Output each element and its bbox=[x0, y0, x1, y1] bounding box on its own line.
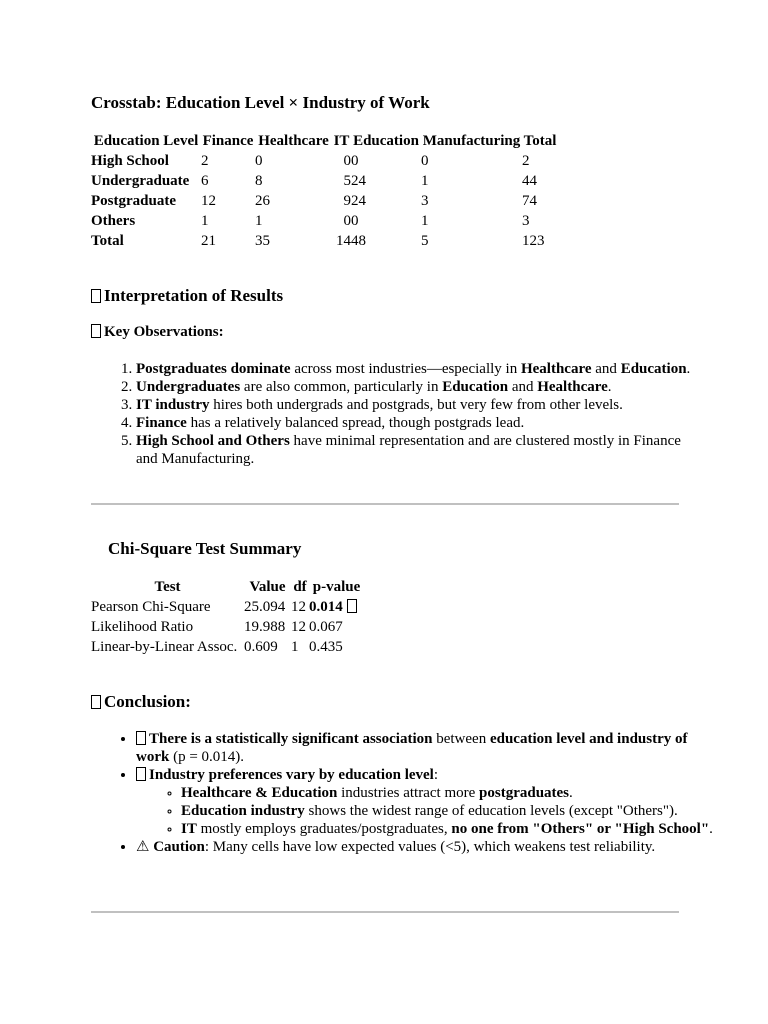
divider bbox=[91, 911, 679, 913]
bold-text: Education industry bbox=[181, 803, 305, 819]
col-header-it: IT bbox=[333, 133, 350, 149]
bold-text: education level and industry of work bbox=[136, 731, 688, 765]
row-label: Undergraduate bbox=[91, 173, 190, 189]
table-cell: 3 bbox=[421, 193, 429, 209]
col-header-p-value: p-value bbox=[312, 579, 361, 595]
sub-list-item: ◦ IT mostly employs graduates/postgraduates, no one from "Others" or "High School". bbox=[181, 820, 721, 838]
table-cell: 2 bbox=[522, 153, 530, 169]
col-header-education: Education bbox=[353, 133, 419, 149]
row-label: Postgraduate bbox=[91, 193, 176, 209]
table-cell: 3 bbox=[522, 213, 530, 229]
table-cell: 24 bbox=[351, 173, 366, 189]
table-cell: 19.988 bbox=[244, 619, 286, 635]
table-cell: 44 bbox=[522, 173, 537, 189]
bold-text: Healthcare bbox=[520, 361, 592, 377]
list-item: • ⚠ Caution: Many cells have low expected values (<5), which weakens test reliability. bbox=[136, 838, 721, 856]
bold-text: Education bbox=[620, 361, 687, 377]
checkbox-glyph-icon bbox=[91, 289, 101, 303]
table-row bbox=[91, 637, 364, 657]
table-cell: 1 bbox=[201, 213, 209, 229]
table-cell: 1 bbox=[291, 639, 299, 655]
row-label: Pearson Chi-Square bbox=[91, 599, 211, 615]
table-cell: 5 bbox=[343, 173, 351, 189]
list-item: • Industry preferences vary by education level: ◦ Healthcare & Education industries attract more postgraduates. ◦ Education industry shows the widest range of education levels (except "Others"). ◦ IT mostly employs graduates/postgraduates, no one from "Others" or "High School". bbox=[136, 766, 721, 838]
sub-list-item: ◦ Healthcare & Education industries attract more postgraduates. bbox=[181, 784, 721, 802]
list-item: 3. IT industry hires both undergrads and postgrads, but very few from other levels. bbox=[136, 396, 696, 414]
table-cell: 1 bbox=[255, 213, 263, 229]
row-label: Total bbox=[91, 233, 124, 249]
table-cell: 6 bbox=[201, 173, 209, 189]
crosstab-table bbox=[91, 131, 558, 251]
crosstab-title: Crosstab: Education Level × Industry of Work bbox=[91, 93, 430, 112]
table-cell: 48 bbox=[351, 233, 366, 249]
table-cell: 0.435 bbox=[309, 639, 343, 655]
table-cell: 12 bbox=[291, 599, 306, 615]
table-row bbox=[91, 171, 558, 191]
table-row bbox=[91, 617, 364, 637]
col-header-manufacturing: Manufacturing bbox=[422, 133, 521, 149]
conclusion-heading: Conclusion: bbox=[91, 692, 191, 712]
bold-text: Education bbox=[442, 379, 509, 395]
table-cell: 0.609 bbox=[244, 639, 278, 655]
table-cell: 1 bbox=[421, 173, 429, 189]
row-label: Likelihood Ratio bbox=[91, 619, 194, 635]
bold-text: Industry preferences vary by education level bbox=[149, 767, 434, 783]
table-cell: 1 bbox=[421, 213, 429, 229]
table-cell: 12 bbox=[291, 619, 306, 635]
table-cell: 26 bbox=[255, 193, 270, 209]
checkbox-glyph-icon bbox=[136, 731, 146, 745]
crosstab-header-row bbox=[91, 131, 558, 151]
conclusion-list bbox=[91, 730, 721, 856]
table-row bbox=[91, 597, 364, 617]
table-cell: 2 bbox=[201, 153, 209, 169]
table-cell: 14 bbox=[336, 233, 351, 249]
bold-text: IT bbox=[181, 821, 197, 837]
bold-text: Healthcare & Education bbox=[181, 785, 338, 801]
list-item: 2. Undergraduates are also common, particularly in Education and Healthcare. bbox=[136, 378, 696, 396]
table-cell: 74 bbox=[522, 193, 537, 209]
checkbox-glyph-icon bbox=[91, 695, 101, 709]
table-cell: 24 bbox=[351, 193, 366, 209]
row-label: Others bbox=[91, 213, 136, 229]
table-cell: 0 bbox=[343, 213, 351, 229]
bold-text: no one from "Others" or "High School" bbox=[451, 821, 710, 837]
bold-text: Undergraduates bbox=[136, 379, 241, 395]
observations-list bbox=[91, 360, 696, 468]
bold-text: High School and Others bbox=[136, 433, 290, 449]
bold-text: postgraduates bbox=[479, 785, 570, 801]
col-header-education-level: Education Level bbox=[93, 133, 199, 149]
bold-text: IT industry bbox=[136, 397, 210, 413]
bold-text: Healthcare bbox=[537, 379, 608, 395]
table-cell: 0 bbox=[343, 153, 351, 169]
table-cell: 0.067 bbox=[309, 619, 343, 635]
bold-text: Finance bbox=[136, 415, 187, 431]
row-label: Linear-by-Linear Assoc. bbox=[91, 639, 238, 655]
table-cell: 21 bbox=[201, 233, 216, 249]
list-item: 1. Postgraduates dominate across most industries—especially in Healthcare and Education. bbox=[136, 360, 696, 378]
col-header-finance: Finance bbox=[202, 133, 254, 149]
table-row bbox=[91, 151, 558, 171]
bold-text: Caution bbox=[153, 839, 205, 855]
checkbox-glyph-icon bbox=[91, 324, 101, 338]
bold-text: There is a statistically significant association bbox=[149, 731, 433, 747]
sub-list bbox=[136, 784, 721, 838]
table-cell: 123 bbox=[522, 233, 545, 249]
col-header-value: Value bbox=[249, 579, 286, 595]
table-cell: 0.014 bbox=[309, 597, 364, 617]
chi-header-row bbox=[91, 577, 364, 597]
col-header-healthcare: Healthcare bbox=[258, 133, 329, 149]
bold-text: Postgraduates dominate bbox=[136, 361, 291, 377]
list-item: 5. High School and Others have minimal representation and are clustered mostly in Finance and Manufacturing. bbox=[136, 432, 696, 468]
table-cell: 9 bbox=[343, 193, 351, 209]
col-header-test: Test bbox=[154, 579, 181, 595]
table-row bbox=[91, 211, 558, 231]
table-cell: 0 bbox=[351, 213, 359, 229]
sub-list-item: ◦ Education industry shows the widest range of education levels (except "Others"). bbox=[181, 802, 721, 820]
table-cell: 5 bbox=[421, 233, 429, 249]
list-item: • There is a statistically significant association between education level and industry of work (p = 0.014). bbox=[136, 730, 721, 766]
col-header-total: Total bbox=[523, 133, 557, 149]
table-cell: 35 bbox=[255, 233, 270, 249]
table-cell: 25.094 bbox=[244, 599, 286, 615]
chi-square-table bbox=[91, 577, 364, 657]
checkbox-glyph-icon bbox=[136, 767, 146, 781]
table-cell: 0 bbox=[351, 153, 359, 169]
list-item: 4. Finance has a relatively balanced spread, though postgrads lead. bbox=[136, 414, 696, 432]
table-cell: 0 bbox=[421, 153, 429, 169]
checkbox-glyph-icon bbox=[347, 599, 357, 613]
table-row bbox=[91, 191, 558, 211]
row-label: High School bbox=[91, 153, 169, 169]
key-observations-heading: Key Observations: bbox=[91, 324, 224, 341]
table-cell: 0 bbox=[255, 153, 263, 169]
table-cell: 12 bbox=[201, 193, 216, 209]
col-header-df: df bbox=[293, 579, 307, 595]
table-cell: 8 bbox=[255, 173, 263, 189]
divider bbox=[91, 503, 679, 505]
interpretation-heading: Interpretation of Results bbox=[91, 286, 283, 306]
chi-square-heading: Chi-Square Test Summary bbox=[108, 539, 302, 558]
table-row bbox=[91, 231, 558, 251]
